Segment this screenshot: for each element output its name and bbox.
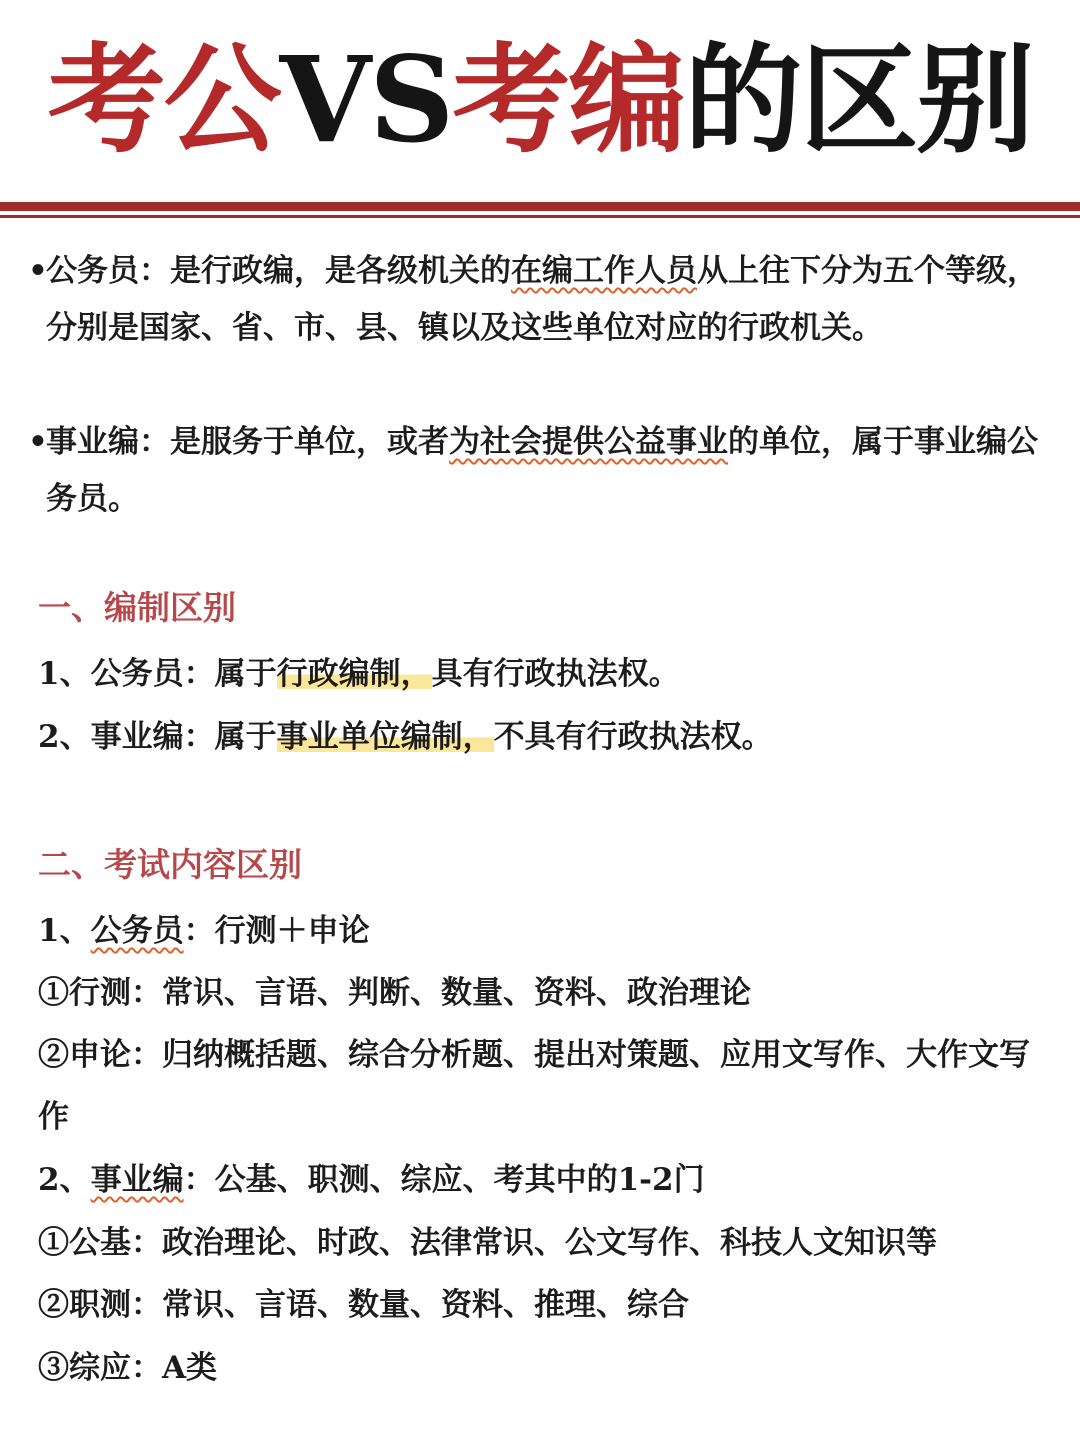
item-text-before: 1、公务员：属于 [38,656,277,692]
intro-text-after: 的单位，属于事业编公务员。 [46,424,1038,517]
item-wavy-highlight: 公务员 [90,913,184,949]
item-text-after: 具有行政执法权。 [431,656,680,692]
exam-sub-zongying: ③综应：A类 [38,1350,218,1386]
section-title-establishment: 一、编制区别 [38,588,236,627]
item-number: 1、 [38,913,91,949]
intro-wavy-highlight: 为社会提供公益事业 [449,424,728,460]
exam-item-public-institution [38,1155,705,1205]
establishment-item-public-institution [38,712,773,762]
intro-text-after: 从上往下分为五个等级，分别是国家、省、市、县、镇以及这些单位对应的行政机关。 [46,253,1038,346]
exam-sub-gongji: ①公基：政治理论、时政、法律常识、公文写作、科技人文知识等 [38,1225,937,1261]
intro-wavy-highlight: 在编工作人员 [511,253,697,289]
bullet-dot: • [28,253,48,289]
item-wavy-highlight: 事业编 [90,1162,184,1198]
item-text-after: 不具有行政执法权。 [493,719,773,755]
item-highlight: 行政编制， [276,656,432,692]
title-divider-thin [0,215,1080,218]
establishment-item-civil-servant [38,649,680,699]
exam-sub-xingce: ①行测：常识、言语、判断、数量、资料、政治理论 [38,975,751,1011]
title-part-vs: VS [279,30,453,169]
intro-text-before: 公务员：是行政编，是各级机关的 [46,253,511,289]
intro-civil-servant [28,243,1048,357]
title-part-kaobian: 考编 [452,30,685,169]
exam-sub-zhice: ②职测：常识、言语、数量、资料、推理、综合 [38,1287,689,1323]
item-text-after: ：公基、职测、综应、考其中的1-2门 [183,1162,705,1198]
item-highlight: 事业单位编制， [276,719,494,755]
bullet-dot: • [28,424,48,460]
page-title [0,30,1080,170]
item-text-before: 2、事业编：属于 [38,719,277,755]
item-number: 2、 [38,1162,91,1198]
title-divider-thick [0,202,1080,211]
exam-item-civil-servant [38,906,370,956]
section-title-exam-content: 二、考试内容区别 [38,845,302,884]
intro-text-before: 事业编：是服务于单位，或者 [46,424,449,460]
intro-public-institution [28,414,1048,528]
exam-sub-shenlun: ②申论：归纳概括题、综合分析题、提出对策题、应用文写作、大作文写作 [38,1037,1030,1135]
item-text-after: ：行测＋申论 [183,913,370,949]
title-part-difference: 的区别 [684,30,1033,169]
title-part-kaogong: 考公 [47,30,280,169]
